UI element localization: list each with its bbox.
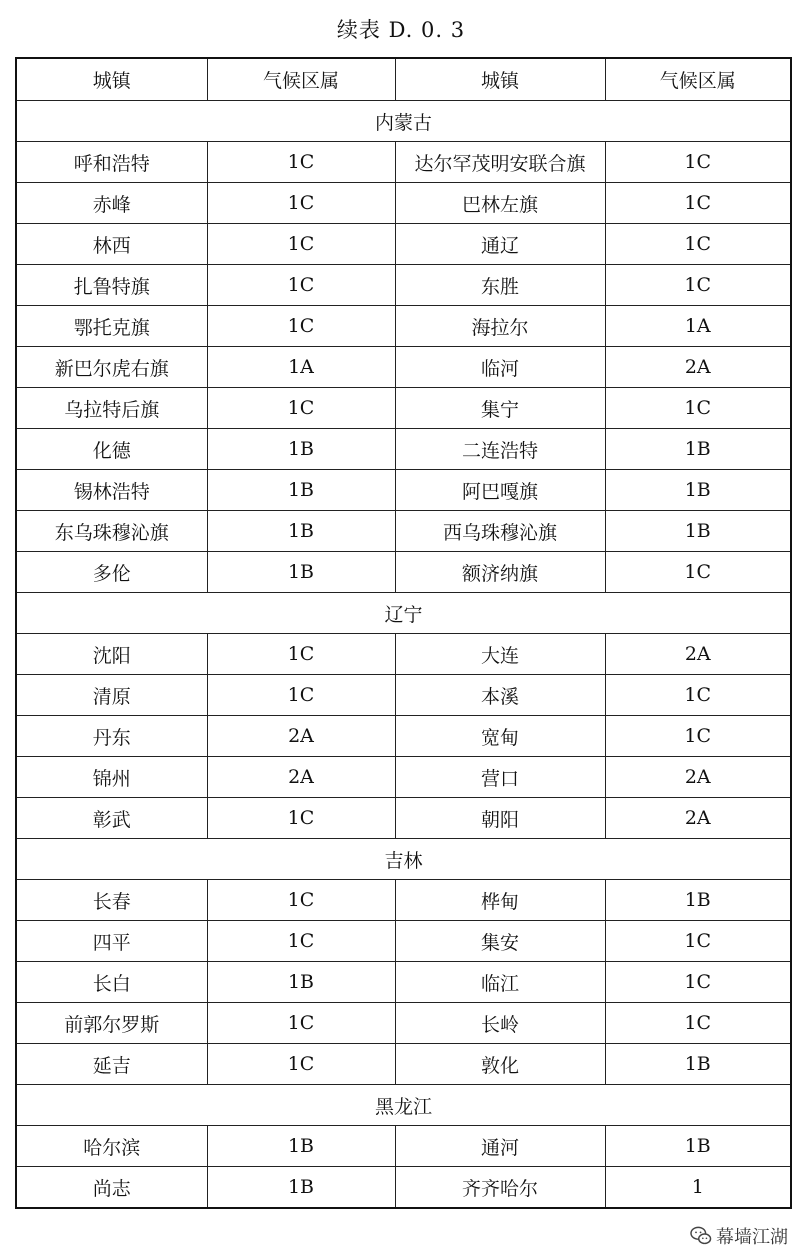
climate-zone-cell: 1B (605, 880, 791, 921)
table-row (16, 1003, 791, 1044)
table-row (16, 552, 791, 593)
table-row (16, 347, 791, 388)
city-cell: 尚志 (16, 1167, 207, 1209)
city-cell: 桦甸 (395, 880, 605, 921)
city-cell: 锦州 (16, 757, 207, 798)
climate-zone-cell: 1C (207, 224, 395, 265)
climate-zone-cell: 2A (605, 634, 791, 675)
climate-zone-cell: 1C (207, 306, 395, 347)
climate-zone-cell: 1C (605, 142, 791, 183)
city-cell: 长春 (16, 880, 207, 921)
region-row (16, 1085, 791, 1126)
climate-zone-cell: 1C (207, 1044, 395, 1085)
city-cell: 彰武 (16, 798, 207, 839)
climate-zone-cell: 1C (605, 716, 791, 757)
climate-zone-cell: 1B (207, 470, 395, 511)
climate-zone-cell: 1C (605, 552, 791, 593)
watermark-text: 幕墙江湖 (716, 1227, 788, 1248)
city-cell: 长岭 (395, 1003, 605, 1044)
climate-zone-cell: 1B (605, 1044, 791, 1085)
climate-zone-cell: 1 (605, 1167, 791, 1209)
city-cell: 东胜 (395, 265, 605, 306)
city-cell: 宽甸 (395, 716, 605, 757)
watermark (686, 1221, 792, 1251)
table-body (16, 101, 791, 1209)
city-cell: 本溪 (395, 675, 605, 716)
city-cell: 延吉 (16, 1044, 207, 1085)
climate-zone-cell: 2A (605, 757, 791, 798)
city-cell: 阿巴嘎旗 (395, 470, 605, 511)
city-cell: 四平 (16, 921, 207, 962)
city-cell: 朝阳 (395, 798, 605, 839)
table-row (16, 962, 791, 1003)
city-cell: 西乌珠穆沁旗 (395, 511, 605, 552)
city-cell: 林西 (16, 224, 207, 265)
climate-zone-cell: 1C (207, 265, 395, 306)
climate-zone-cell: 1B (207, 1167, 395, 1209)
table-row (16, 798, 791, 839)
table-row (16, 880, 791, 921)
city-cell: 多伦 (16, 552, 207, 593)
region-row (16, 101, 791, 142)
climate-zone-cell: 1B (207, 511, 395, 552)
city-cell: 东乌珠穆沁旗 (16, 511, 207, 552)
climate-zone-cell: 1C (207, 388, 395, 429)
climate-zone-cell: 1B (207, 962, 395, 1003)
table-row (16, 921, 791, 962)
table-row (16, 1126, 791, 1167)
city-cell: 化德 (16, 429, 207, 470)
climate-zone-cell: 1C (207, 1003, 395, 1044)
city-cell: 临河 (395, 347, 605, 388)
table-row (16, 634, 791, 675)
city-cell: 临江 (395, 962, 605, 1003)
climate-zone-cell: 1C (207, 142, 395, 183)
region-name: 内蒙古 (16, 101, 791, 142)
climate-zone-cell: 1B (605, 470, 791, 511)
city-cell: 新巴尔虎右旗 (16, 347, 207, 388)
city-cell: 哈尔滨 (16, 1126, 207, 1167)
table-row (16, 388, 791, 429)
climate-zone-cell: 1C (605, 265, 791, 306)
city-cell: 乌拉特后旗 (16, 388, 207, 429)
table-row (16, 716, 791, 757)
city-cell: 清原 (16, 675, 207, 716)
table-row (16, 675, 791, 716)
climate-zone-cell: 1B (605, 429, 791, 470)
table-row (16, 757, 791, 798)
table-row (16, 511, 791, 552)
column-header-climate-zone: 气候区属 (207, 58, 395, 101)
climate-zone-cell: 1C (605, 921, 791, 962)
table-row (16, 470, 791, 511)
climate-zone-cell: 2A (605, 798, 791, 839)
table-row (16, 1044, 791, 1085)
column-header-climate-zone: 气候区属 (605, 58, 791, 101)
climate-zone-cell: 1C (207, 183, 395, 224)
city-cell: 通辽 (395, 224, 605, 265)
climate-zone-cell: 1C (605, 183, 791, 224)
region-name: 黑龙江 (16, 1085, 791, 1126)
city-cell: 营口 (395, 757, 605, 798)
city-cell: 敦化 (395, 1044, 605, 1085)
city-cell: 沈阳 (16, 634, 207, 675)
climate-zone-cell: 1C (605, 224, 791, 265)
city-cell: 集安 (395, 921, 605, 962)
climate-zone-cell: 1A (605, 306, 791, 347)
city-cell: 齐齐哈尔 (395, 1167, 605, 1209)
region-row (16, 839, 791, 880)
region-name: 吉林 (16, 839, 791, 880)
wechat-icon (690, 1226, 712, 1246)
table-row (16, 224, 791, 265)
column-header-city: 城镇 (16, 58, 207, 101)
climate-zone-cell: 1B (605, 511, 791, 552)
climate-zone-cell: 1C (207, 921, 395, 962)
city-cell: 二连浩特 (395, 429, 605, 470)
climate-zone-cell: 1C (605, 675, 791, 716)
city-cell: 扎鲁特旗 (16, 265, 207, 306)
climate-zone-cell: 2A (207, 716, 395, 757)
climate-zone-cell: 1C (207, 634, 395, 675)
region-name: 辽宁 (16, 593, 791, 634)
city-cell: 达尔罕茂明安联合旗 (395, 142, 605, 183)
city-cell: 赤峰 (16, 183, 207, 224)
climate-zone-cell: 1C (605, 1003, 791, 1044)
city-cell: 长白 (16, 962, 207, 1003)
header-row (16, 58, 791, 101)
city-cell: 前郭尔罗斯 (16, 1003, 207, 1044)
city-cell: 通河 (395, 1126, 605, 1167)
climate-zone-cell: 2A (605, 347, 791, 388)
city-cell: 丹东 (16, 716, 207, 757)
table-row (16, 306, 791, 347)
climate-zone-cell: 1B (207, 429, 395, 470)
city-cell: 额济纳旗 (395, 552, 605, 593)
table-row (16, 183, 791, 224)
climate-zone-cell: 1C (207, 675, 395, 716)
region-row (16, 593, 791, 634)
climate-zone-cell: 2A (207, 757, 395, 798)
city-cell: 鄂托克旗 (16, 306, 207, 347)
city-cell: 大连 (395, 634, 605, 675)
table-row (16, 265, 791, 306)
climate-zone-cell: 1C (207, 880, 395, 921)
climate-zone-cell: 1B (605, 1126, 791, 1167)
climate-zone-cell: 1C (605, 388, 791, 429)
climate-zone-cell: 1C (207, 798, 395, 839)
table-title: 续表 D. 0. 3 (336, 18, 466, 42)
climate-zone-table (15, 57, 792, 1209)
city-cell: 海拉尔 (395, 306, 605, 347)
table-row (16, 429, 791, 470)
climate-zone-cell: 1C (605, 962, 791, 1003)
climate-zone-cell: 1B (207, 1126, 395, 1167)
city-cell: 呼和浩特 (16, 142, 207, 183)
city-cell: 集宁 (395, 388, 605, 429)
city-cell: 巴林左旗 (395, 183, 605, 224)
city-cell: 锡林浩特 (16, 470, 207, 511)
climate-zone-cell: 1B (207, 552, 395, 593)
column-header-city: 城镇 (395, 58, 605, 101)
table-row (16, 142, 791, 183)
table-row (16, 1167, 791, 1209)
climate-zone-cell: 1A (207, 347, 395, 388)
